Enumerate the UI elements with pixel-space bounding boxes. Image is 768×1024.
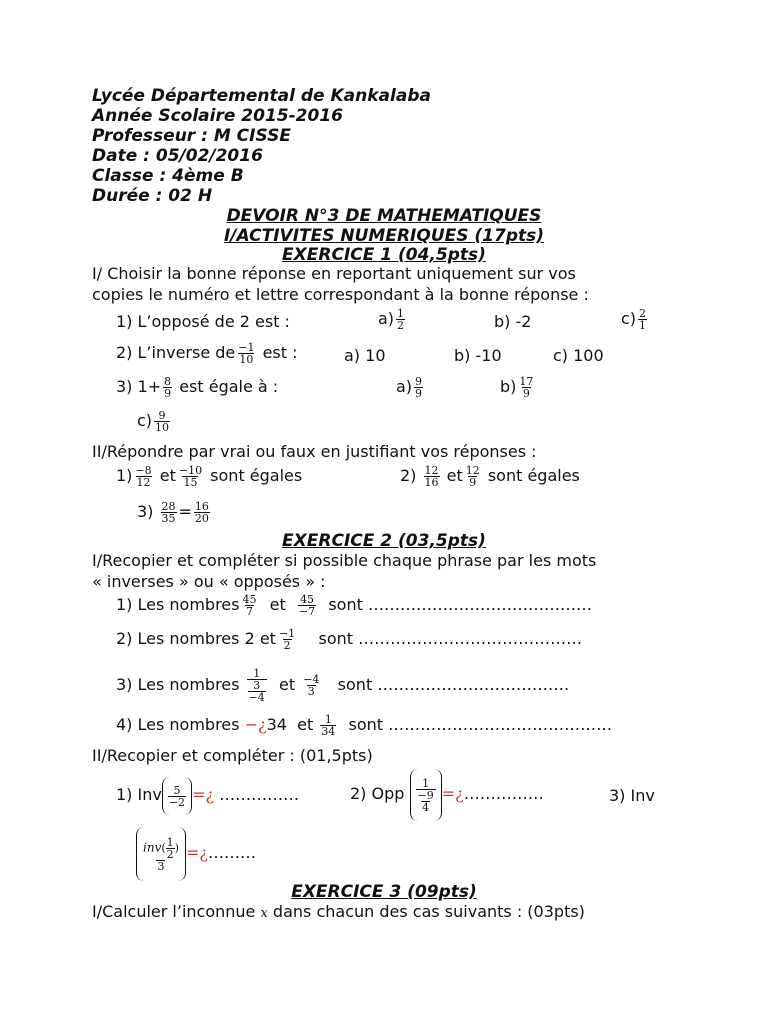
ex2-c3: inv( $\frac{1}{2}$ ) 3 =¿……… [136, 826, 256, 881]
ex1-intro-line2: copies le numéro et lettre correspondant à la bonne réponse : [92, 285, 589, 304]
ex2-intro-line1: I/Recopier et compléter si possible chaque phrase par les mots [92, 551, 597, 570]
q2-option-c: c) 100 [553, 346, 604, 365]
vf-1: 1) $\frac{-8}{12}$ et $\frac{-10}{15}$ sont égales [116, 464, 303, 489]
ex1-intro-line1: I/ Choisir la bonne réponse en reportant uniquement sur vos [92, 264, 576, 283]
q1-option-c: c) $\frac{2}{1}$ [621, 307, 647, 332]
vf-2: 2) $\frac{12}{16}$ et $\frac{12}{9}$ sont égales [400, 464, 580, 489]
ex2-c3-label: 3) Inv [609, 786, 655, 805]
ex2-intro-line2: « inverses » ou « opposés » : [92, 572, 326, 591]
q2-option-a: a) 10 [344, 346, 386, 365]
ex2-c2: 2) Opp $\frac{1}{\frac{-9}{4}}$ =¿…………… [350, 768, 544, 821]
ex1-q2: 2) L’inverse de $\frac{-1}{10}$ est : [116, 341, 298, 366]
ex1-q1 [116, 312, 290, 332]
ex2-s3: 3) Les nombres $\frac{1}{\frac{3}{-4}}$ et $\frac{-4}{3}$ sont ……………………………… [116, 667, 570, 704]
exercise2-title: EXERCICE 2 (03,5pts) [282, 531, 486, 551]
ex1-q3: 3) 1+ $\frac{8}{9}$ est égale à : [116, 375, 279, 400]
school-year: Année Scolaire 2015-2016 [92, 106, 343, 126]
q2-option-b: b) -10 [454, 346, 502, 365]
vf-3: 3) $\frac{28}{35}$ = $\frac{16}{20}$ [137, 500, 209, 525]
ex2-s2: 2) Les nombres 2 et $\frac{-1}{2}$ sont …………………………………… [116, 627, 583, 652]
ex2-c1: 1) Inv $\frac{5}{-2}$ =¿ …………… [116, 776, 299, 815]
exercise1-title: EXERCICE 1 (04,5pts) [282, 245, 486, 265]
exercise3-title: EXERCICE 3 (09pts) [291, 882, 477, 902]
q3-option-b: b) $\frac{17}{9}$ [500, 375, 534, 400]
q1-option-a: a) $\frac{1}{2}$ [378, 307, 405, 332]
part1-title: I/ACTIVITES NUMERIQUES (17pts) [223, 226, 545, 246]
q1-label: 1) L’opposé de 2 est : [116, 312, 290, 331]
q3-option-c: c) $\frac{9}{10}$ [137, 409, 170, 434]
exam-date: Date : 05/02/2016 [92, 146, 263, 166]
teacher: Professeur : M CISSE [92, 126, 291, 146]
school-name: Lycée Départemental de Kankalaba [92, 86, 431, 106]
class-level: Classe : 4ème B [92, 166, 244, 186]
ex2-s4: 4) Les nombres −¿34 et $\frac{1}{34}$ sont …………………………………… [116, 713, 613, 738]
ex2-part2: II/Recopier et compléter : (01,5pts) [92, 746, 373, 765]
ex1-part2: II/Répondre par vrai ou faux en justifiant vos réponses : [92, 442, 537, 461]
q1-option-b: b) -2 [494, 312, 532, 331]
ex3-intro: I/Calculer l’inconnue x dans chacun des cas suivants : (03pts) [92, 902, 585, 921]
ex2-s1: 1) Les nombres $\frac{45}{7}$ et $\frac{45}{-7}$ sont …………………………………… [116, 593, 592, 618]
q3-option-a: a) $\frac{9}{9}$ [396, 375, 423, 400]
exam-duration: Durée : 02 H [92, 186, 213, 206]
devoir-title: DEVOIR N°3 DE MATHEMATIQUES [226, 206, 542, 226]
